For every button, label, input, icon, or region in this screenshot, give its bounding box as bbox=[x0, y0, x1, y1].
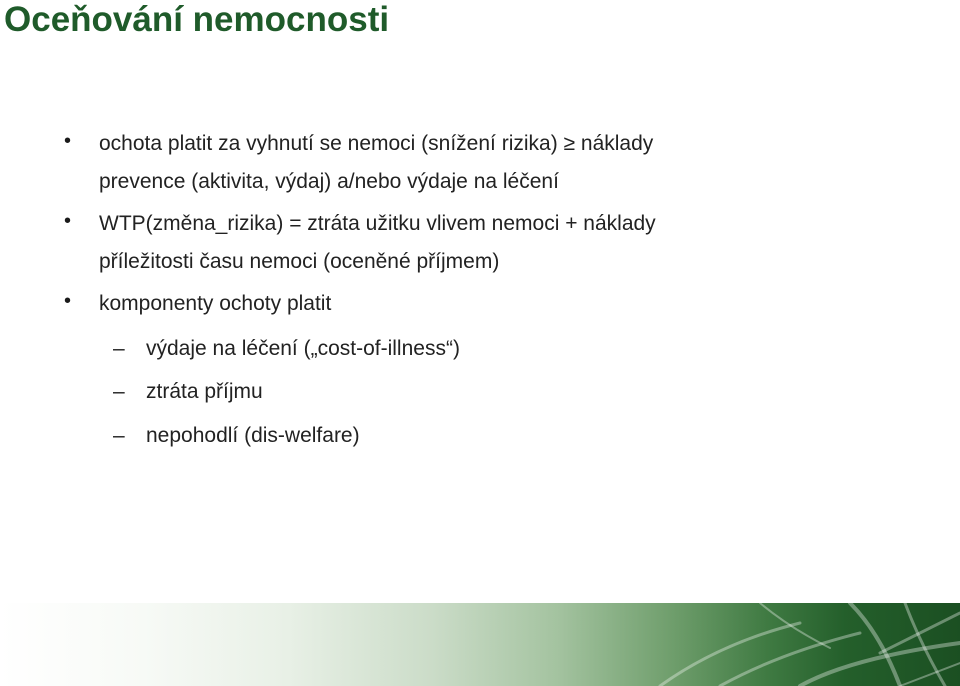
slide-title: Oceňování nemocnosti bbox=[4, 0, 390, 39]
subitem-1-dash: – bbox=[113, 337, 125, 360]
bullet-2-line-1: WTP(změna_rizika) = ztráta užitku vlivem nemoci + náklady bbox=[99, 212, 656, 235]
subitem-3-dash: – bbox=[113, 424, 125, 447]
bullet-marker-2: • bbox=[64, 210, 72, 232]
subitem-3-text: nepohodlí (dis-welfare) bbox=[146, 424, 360, 447]
bullet-marker-3: • bbox=[64, 290, 72, 312]
bullet-marker-1: • bbox=[64, 130, 72, 152]
bullet-3-line-1: komponenty ochoty platit bbox=[99, 292, 332, 315]
bullet-1-line-2: prevence (aktivita, výdaj) a/nebo výdaje na léčení bbox=[99, 170, 559, 193]
subitem-2-text: ztráta příjmu bbox=[146, 380, 263, 403]
subitem-2-dash: – bbox=[113, 380, 125, 403]
decorative-footer-band bbox=[0, 603, 960, 686]
bullet-1-line-1: ochota platit za vyhnutí se nemoci (snížení rizika) ≥ náklady bbox=[99, 132, 654, 155]
bullet-2-line-2: příležitosti času nemoci (oceněné příjmem) bbox=[99, 250, 500, 273]
subitem-1-text: výdaje na léčení („cost-of-illness“) bbox=[146, 337, 460, 360]
leaf-vein-pattern-icon bbox=[0, 603, 960, 686]
